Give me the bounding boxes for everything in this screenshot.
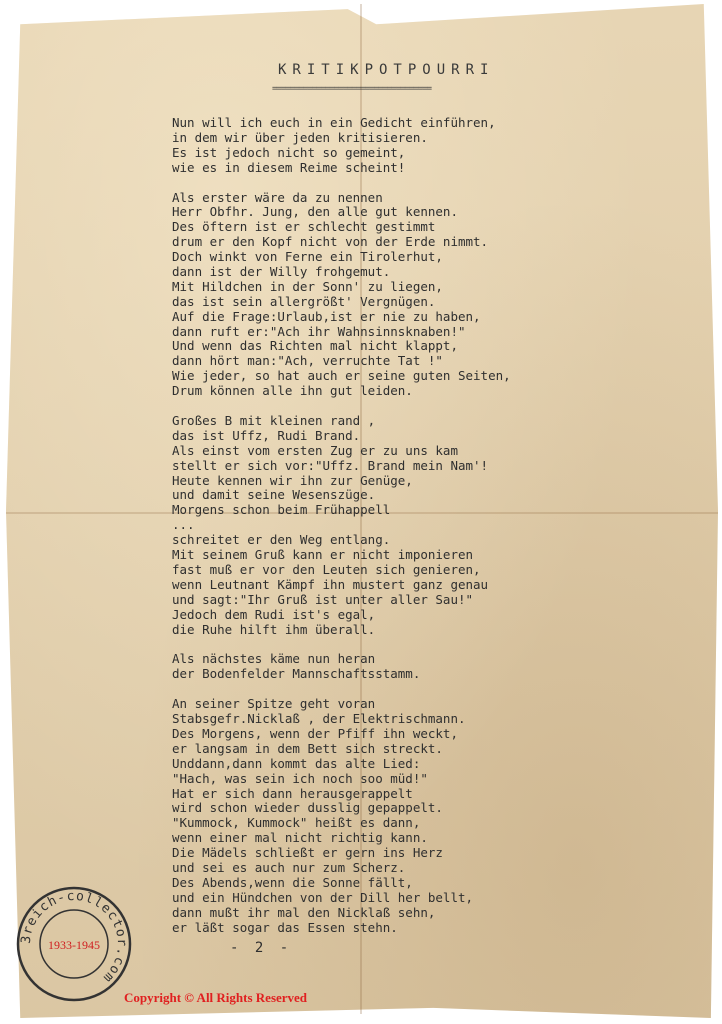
poem-line: das ist sein allergrößt' Vergnügen. bbox=[172, 293, 436, 309]
poem-line: er langsam in dem Bett sich streckt. bbox=[172, 740, 443, 756]
poem-line: Die Mädels schließt er gern ins Herz bbox=[172, 845, 443, 861]
document-title: KRITIKPOTPOURRI bbox=[278, 62, 495, 78]
poem-line: er läßt sogar das Essen stehn. bbox=[172, 919, 398, 935]
title-underline: ==================================== bbox=[272, 84, 432, 94]
poem-line: und sei es auch nur zum Scherz. bbox=[172, 859, 406, 875]
poem-line: in dem wir über jeden kritisieren. bbox=[172, 129, 428, 145]
stamp-seal-icon bbox=[14, 884, 134, 1004]
poem-line: schreitet er den Weg entlang. bbox=[172, 532, 391, 548]
page-number: - 2 - bbox=[230, 940, 293, 956]
poem-line: Großes B mit kleinen rand , bbox=[172, 413, 376, 429]
poem-line: wie es in diesem Reime scheint! bbox=[172, 159, 406, 175]
stamp-years: 1933-1945 bbox=[48, 938, 100, 952]
poem-line: dann mußt ihr mal den Nicklaß sehn, bbox=[172, 904, 436, 920]
poem-line: Doch winkt von Ferne ein Tirolerhut, bbox=[172, 249, 443, 265]
poem-line: dann hört man:"Ach, verruchte Tat !" bbox=[172, 353, 443, 369]
poem-line: die Ruhe hilft ihm überall. bbox=[172, 621, 376, 637]
poem-line: der Bodenfelder Mannschaftsstamm. bbox=[172, 666, 421, 682]
copyright-notice: Copyright © All Rights Reserved bbox=[124, 990, 308, 1005]
stamp-ring-text: 3reich-collector.com bbox=[18, 888, 130, 986]
poem-line: wenn einer mal nicht richtig kann. bbox=[172, 830, 428, 846]
poem-line: dann ruft er:"Ach ihr Wahnsinnsknaben!" bbox=[172, 323, 466, 339]
poem-stanza bbox=[172, 697, 622, 935]
poem-line: Auf die Frage:Urlaub,ist er nie zu haben, bbox=[172, 308, 481, 324]
poem-body bbox=[172, 116, 622, 950]
poem-line: Des Abends,wenn die Sonne fällt, bbox=[172, 874, 413, 890]
poem-line: Drum können alle ihn gut leiden. bbox=[172, 383, 413, 399]
poem-line: Als nächstes käme nun heran bbox=[172, 651, 376, 667]
poem-line: Als erster wäre da zu nennen bbox=[172, 189, 383, 205]
poem-line: Und wenn das Richten mal nicht klappt, bbox=[172, 338, 458, 354]
poem-line: ... bbox=[172, 517, 195, 533]
poem-stanza bbox=[172, 191, 622, 399]
collector-stamp bbox=[14, 884, 134, 1004]
poem-line: wenn Leutnant Kämpf ihn mustert ganz genau bbox=[172, 576, 489, 592]
poem-line: und ein Hündchen von der Dill her bellt, bbox=[172, 889, 474, 905]
poem-line: und sagt:"Ihr Gruß ist unter aller Sau!" bbox=[172, 591, 474, 607]
poem-line: Unddann,dann kommt das alte Lied: bbox=[172, 755, 421, 771]
poem-stanza bbox=[172, 414, 622, 637]
poem-line: Jedoch dem Rudi ist's egal, bbox=[172, 606, 376, 622]
poem-line: Mit Hildchen in der Sonn' zu liegen, bbox=[172, 278, 443, 294]
poem-line: Des Morgens, wenn der Pfiff ihn weckt, bbox=[172, 725, 458, 741]
poem-line: dann ist der Willy frohgemut. bbox=[172, 264, 391, 280]
poem-line: Hat er sich dann herausgerappelt bbox=[172, 785, 413, 801]
poem-line: Als einst vom ersten Zug er zu uns kam bbox=[172, 442, 458, 458]
poem-stanza bbox=[172, 652, 622, 682]
poem-line: Es ist jedoch nicht so gemeint, bbox=[172, 144, 406, 160]
poem-stanza bbox=[172, 116, 622, 176]
poem-line: fast muß er vor den Leuten sich genieren, bbox=[172, 561, 481, 577]
poem-line: Wie jeder, so hat auch er seine guten Seiten, bbox=[172, 368, 511, 384]
poem-line: An seiner Spitze geht voran bbox=[172, 696, 376, 712]
poem-line: "Hach, was sein ich noch soo müd!" bbox=[172, 770, 428, 786]
poem-line: Morgens schon beim Frühappell bbox=[172, 502, 391, 518]
poem-line: drum er den Kopf nicht von der Erde nimmt. bbox=[172, 234, 489, 250]
poem-line: stellt er sich vor:"Uffz. Brand mein Nam'! bbox=[172, 457, 489, 473]
poem-line: wird schon wieder dusslig gepappelt. bbox=[172, 800, 443, 816]
poem-line: das ist Uffz, Rudi Brand. bbox=[172, 427, 361, 443]
poem-line: "Kummock, Kummock" heißt es dann, bbox=[172, 815, 421, 831]
poem-line: Nun will ich euch in ein Gedicht einführen, bbox=[172, 115, 496, 130]
poem-line: Heute kennen wir ihn zur Genüge, bbox=[172, 472, 413, 488]
poem-line: Mit seinem Gruß kann er nicht imponieren bbox=[172, 547, 474, 563]
poem-line: Herr Obfhr. Jung, den alle gut kennen. bbox=[172, 204, 458, 220]
poem-line: Des öftern ist er schlecht gestimmt bbox=[172, 219, 436, 235]
poem-line: Stabsgefr.Nicklaß , der Elektrischmann. bbox=[172, 711, 466, 727]
poem-line: und damit seine Wesenszüge. bbox=[172, 487, 376, 503]
